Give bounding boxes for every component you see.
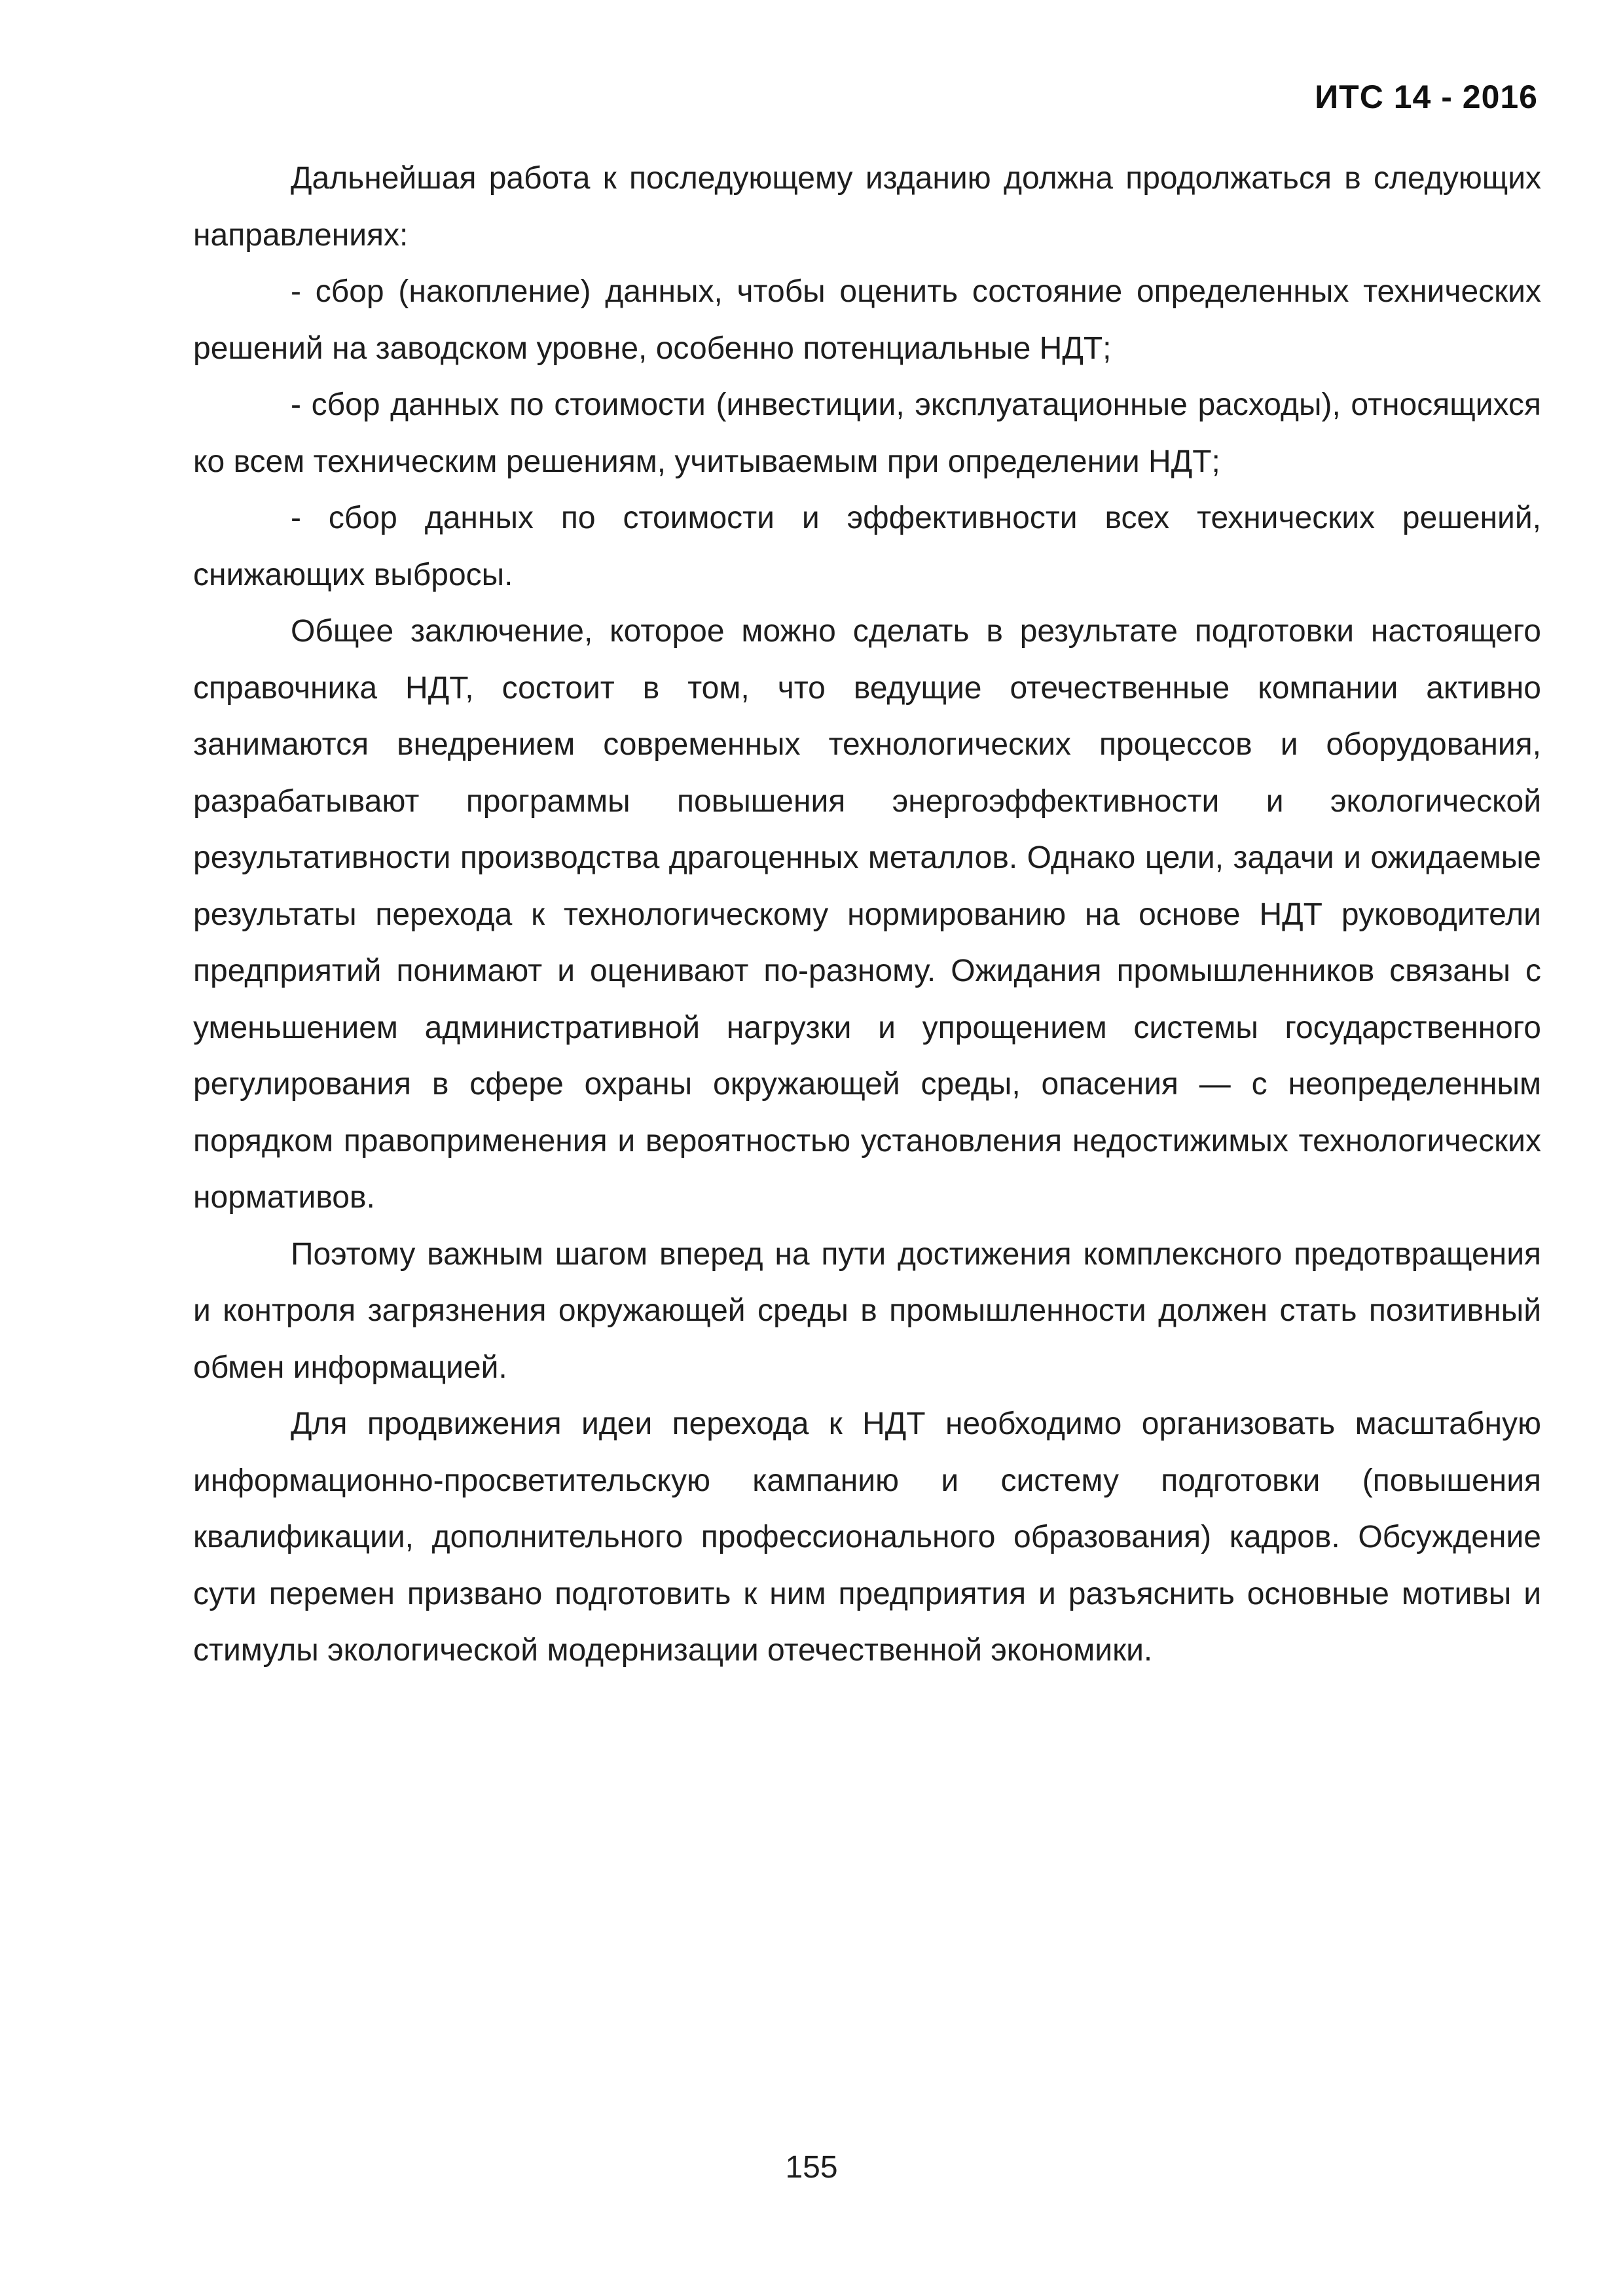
- page-number: 155: [785, 2150, 838, 2185]
- paragraph-future-work-intro: Дальнейшая работа к последующему изданию должна продолжаться в следующих направлениях:: [193, 161, 1541, 253]
- list-item-cost-data: - сбор данных по стоимости (инвестиции, эксплуатационные расходы), относящихся ко всем техническим решениям, учитываемым при определении НДТ;: [193, 387, 1541, 479]
- body-text: [193, 151, 1541, 1679]
- paragraph-awareness-campaign: Для продвижения идеи перехода к НДТ необходимо организовать масштабную информационно-просветительскую кампанию и систему подготовки (повышения квалификации, дополнительного профессионального образования) кадров. Обсуждение сути перемен призвано подготовить к ним предприятия и разъяснить основные мотивы и стимулы экологической модернизации отечественной экономики.: [193, 1407, 1541, 1668]
- document-code-header: ИТС 14 - 2016: [1315, 79, 1538, 115]
- paragraph-general-conclusion: Общее заключение, которое можно сделать в результате подготовки настоящего справочника НДТ, состоит в том, что ведущие отечественные компании активно занимаются внедрением современных технологических процессов и оборудования, разрабатывают программы повышения энергоэффективности и экологической результативности производства драгоценных металлов. Однако цели, задачи и ожидаемые результаты перехода к технологическому нормированию на основе НДТ руководители предприятий понимают и оценивают по-разному. Ожидания промышленников связаны с уменьшением административной нагрузки и упрощением системы государственного регулирования в сфере охраны окружающей среды, опасения — с неопределенным порядком правоприменения и вероятностью установления недостижимых технологических нормативов.: [193, 614, 1541, 1215]
- list-item-data-collection: - сбор (накопление) данных, чтобы оценить состояние определенных технических решений на заводском уровне, особенно потенциальные НДТ;: [193, 274, 1541, 366]
- list-item-efficiency-data: - сбор данных по стоимости и эффективности всех технических решений, снижающих выбросы.: [193, 501, 1541, 592]
- paragraph-information-exchange: Поэтому важным шагом вперед на пути достижения комплексного предотвращения и контроля загрязнения окружающей среды в промышленности должен стать позитивный обмен информацией.: [193, 1236, 1541, 1385]
